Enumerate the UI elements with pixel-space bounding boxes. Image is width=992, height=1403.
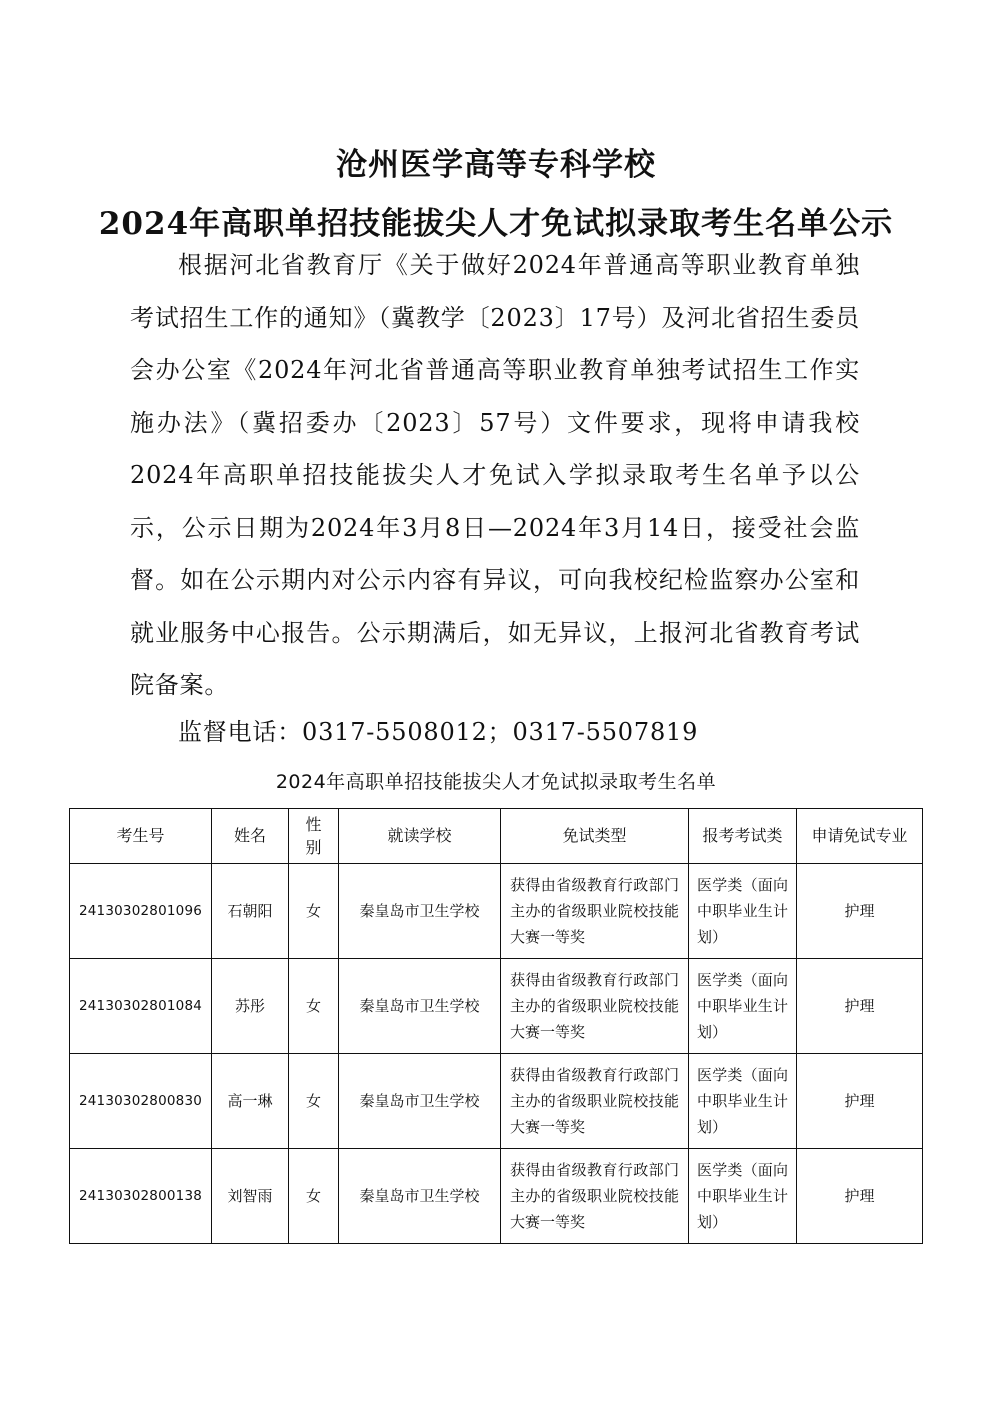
gender-cell: 女	[289, 864, 339, 959]
table-row	[70, 1149, 923, 1244]
major-cell: 护理	[797, 1054, 923, 1149]
exam-category-header: 报考考试类	[689, 809, 797, 864]
school-header: 就读学校	[339, 809, 501, 864]
gender-header	[289, 809, 339, 864]
table-header-row	[70, 809, 923, 864]
exam-category-cell: 医学类（面向中职毕业生计划）	[689, 1149, 797, 1244]
gender-cell: 女	[289, 959, 339, 1054]
announcement-title: 2024年高职单招技能拔尖人才免试拟录取考生名单公示	[98, 205, 894, 242]
table-body	[70, 864, 923, 1244]
major-cell: 护理	[797, 1149, 923, 1244]
school-title: 沧州医学高等专科学校	[336, 146, 656, 183]
major-cell: 护理	[797, 959, 923, 1054]
admission-candidates-table	[69, 808, 923, 1244]
gender-cell: 女	[289, 1054, 339, 1149]
name-cell: 苏彤	[212, 959, 289, 1054]
exemption-type-cell: 获得由省级教育行政部门主办的省级职业院校技能大赛一等奖	[501, 1054, 689, 1149]
gender-cell: 女	[289, 1149, 339, 1244]
name-cell: 刘智雨	[212, 1149, 289, 1244]
school-cell: 秦皇岛市卫生学校	[339, 1149, 501, 1244]
exemption-type-header: 免试类型	[501, 809, 689, 864]
candidate-id-cell: 24130302800830	[70, 1054, 212, 1149]
table-title: 2024年高职单招技能拔尖人才免试拟录取考生名单	[275, 771, 717, 793]
announcement-body: 根据河北省教育厅《关于做好2024年普通高等职业教育单独考试招生工作的通知》（冀教学〔2023〕17号）及河北省招生委员会办公室《2024年河北省普通高等职业教育单独考试招生工作实施办法》（冀招委办〔2023〕57号）文件要求，现将申请我校2024年高职单招技能拔尖人才免试入学拟录取考生名单予以公示，公示日期为2024年3月8日—2024年3月14日，接受社会监督。如在公示期内对公示内容有异议，可向我校纪检监察办公室和就业服务中心报告。公示期满后，如无异议，上报河北省教育考试院备案。	[130, 251, 860, 699]
school-cell: 秦皇岛市卫生学校	[339, 864, 501, 959]
candidate-id-header: 考生号	[70, 809, 212, 864]
name-cell: 石朝阳	[212, 864, 289, 959]
table-row	[70, 1054, 923, 1149]
name-header: 姓名	[212, 809, 289, 864]
exam-category-cell: 医学类（面向中职毕业生计划）	[689, 1054, 797, 1149]
candidate-id-cell: 24130302801084	[70, 959, 212, 1054]
exam-category-cell: 医学类（面向中职毕业生计划）	[689, 864, 797, 959]
exemption-type-cell: 获得由省级教育行政部门主办的省级职业院校技能大赛一等奖	[501, 864, 689, 959]
school-cell: 秦皇岛市卫生学校	[339, 1054, 501, 1149]
exemption-type-cell: 获得由省级教育行政部门主办的省级职业院校技能大赛一等奖	[501, 1149, 689, 1244]
exemption-type-cell: 获得由省级教育行政部门主办的省级职业院校技能大赛一等奖	[501, 959, 689, 1054]
exam-category-cell: 医学类（面向中职毕业生计划）	[689, 959, 797, 1054]
name-cell: 高一琳	[212, 1054, 289, 1149]
table-row	[70, 864, 923, 959]
table-header	[70, 809, 923, 864]
supervision-phone-line: 监督电话：0317-5508012；0317-5507819	[178, 718, 699, 746]
table-row	[70, 959, 923, 1054]
major-cell: 护理	[797, 864, 923, 959]
gender-header-text: 性别	[305, 815, 322, 857]
candidate-id-cell: 24130302801096	[70, 864, 212, 959]
candidate-id-cell: 24130302800138	[70, 1149, 212, 1244]
school-cell: 秦皇岛市卫生学校	[339, 959, 501, 1054]
major-header: 申请免试专业	[797, 809, 923, 864]
